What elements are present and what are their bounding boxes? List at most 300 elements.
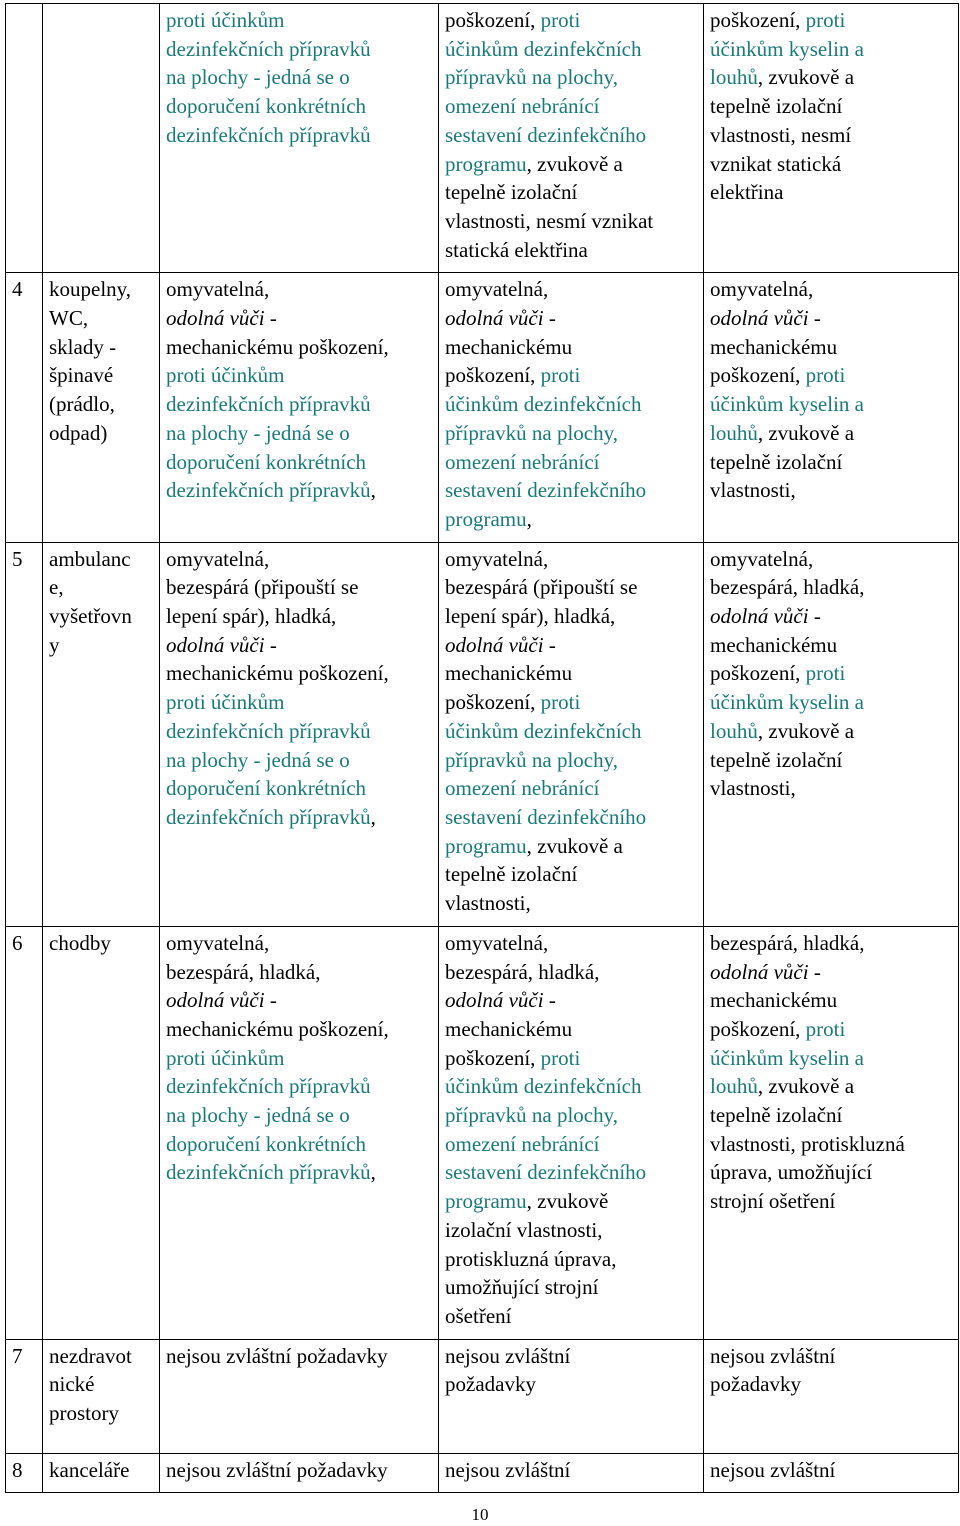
highlighted-text: na plochy - jedná se o	[166, 65, 350, 90]
cell-text-line	[166, 1158, 432, 1187]
wall-requirements-cell	[160, 542, 439, 926]
text-segment: protiskluzná úprava,	[445, 1246, 617, 1271]
cell-text-line	[710, 1342, 952, 1371]
text-segment: omyvatelná,	[445, 930, 549, 955]
cell-text-line	[166, 746, 432, 775]
cell-text-line	[710, 448, 952, 477]
cell-text-line	[710, 63, 952, 92]
cell-text-line	[49, 275, 153, 304]
text-segment: chodby	[49, 930, 111, 955]
cell-text-line	[166, 448, 432, 477]
text-segment: mechanickému poškození,	[166, 334, 389, 359]
cell-text-line	[166, 333, 432, 362]
cell-text-line	[710, 1015, 952, 1044]
cell-text-line	[166, 1044, 432, 1073]
cell-text-line	[710, 1158, 952, 1187]
highlighted-text: doporučení konkrétních	[166, 449, 367, 474]
cell-text-line	[445, 1015, 697, 1044]
cell-text-line	[445, 419, 697, 448]
highlighted-text: sestavení dezinfekčního	[445, 478, 647, 503]
highlighted-text: na plochy - jedná se o	[166, 747, 350, 772]
cell-text-line	[166, 573, 432, 602]
cell-text-line	[49, 1399, 153, 1428]
highlighted-text: louhů	[710, 718, 758, 743]
cell-text-line	[445, 121, 697, 150]
text-segment: izolační vlastnosti,	[445, 1217, 603, 1242]
text-segment: nejsou zvláštní	[710, 1457, 836, 1482]
row-number: 4	[12, 277, 23, 302]
cell-text-line	[166, 1101, 432, 1130]
cell-text-line	[710, 476, 952, 505]
highlighted-text: louhů	[710, 1074, 758, 1099]
text-segment: -	[808, 604, 821, 629]
cell-text-line	[445, 476, 697, 505]
highlighted-text: proti	[805, 661, 846, 686]
text-segment: bezespárá, hladká,	[166, 959, 321, 984]
cell-text-line	[445, 631, 697, 660]
text-segment: -	[264, 306, 277, 331]
text-segment: elektřina	[710, 180, 784, 205]
italic-text: odolná vůči	[710, 604, 809, 629]
text-segment: poškození,	[445, 8, 541, 32]
cell-text-line	[166, 1072, 432, 1101]
text-segment: požadavky	[710, 1372, 801, 1397]
text-segment: (prádlo,	[49, 392, 115, 417]
ceiling-requirements-cell	[704, 1453, 959, 1493]
cell-text-line	[445, 803, 697, 832]
text-segment: nejsou zvláštní	[710, 1343, 836, 1368]
cell-text-line	[710, 333, 952, 362]
text-segment: nické	[49, 1372, 95, 1397]
cell-text-line	[445, 1245, 697, 1274]
text-segment: vlastnosti,	[710, 478, 796, 503]
text-segment: vlastnosti, nesmí	[710, 122, 852, 147]
highlighted-text: účinkům dezinfekčních	[445, 36, 642, 61]
text-segment: tepelně izolační	[710, 1103, 843, 1128]
cell-text-line	[710, 1370, 952, 1399]
highlighted-text: programu	[445, 1189, 527, 1214]
highlighted-text: přípravků na plochy,	[445, 1103, 619, 1128]
text-segment: špinavé	[49, 363, 114, 388]
text-segment: mechanickému poškození,	[166, 661, 389, 686]
cell-text-line	[445, 505, 697, 534]
cell-text-line	[166, 361, 432, 390]
highlighted-text: na plochy - jedná se o	[166, 420, 350, 445]
highlighted-text: účinkům kyselin a	[710, 690, 864, 715]
cell-text-line	[49, 333, 153, 362]
room-type-cell	[43, 1339, 160, 1453]
cell-text-line	[710, 1072, 952, 1101]
text-segment: bezespárá, hladká,	[710, 930, 865, 955]
cell-text-line	[445, 545, 697, 574]
text-segment: ,	[370, 478, 376, 503]
cell-text-line	[710, 1187, 952, 1216]
table-row	[6, 273, 959, 542]
row-number-cell	[6, 1339, 43, 1453]
text-segment: ošetření	[445, 1303, 512, 1328]
text-segment: poškození,	[710, 1016, 806, 1041]
row-number-cell	[6, 1453, 43, 1493]
text-segment: umožňující strojní	[445, 1275, 599, 1300]
cell-text-line	[445, 573, 697, 602]
highlighted-text: dezinfekčních přípravků	[166, 36, 371, 61]
text-segment: poškození,	[710, 8, 806, 32]
cell-text-line	[445, 602, 697, 631]
text-segment: nejsou zvláštní požadavky	[166, 1457, 388, 1482]
text-segment: , zvukově a	[757, 1074, 855, 1099]
cell-text-line	[710, 986, 952, 1015]
text-segment: nejsou zvláštní	[445, 1457, 571, 1482]
highlighted-text: přípravků na plochy,	[445, 65, 619, 90]
text-segment: omyvatelná,	[445, 277, 549, 302]
cell-text-line	[166, 63, 432, 92]
highlighted-text: programu	[445, 833, 527, 858]
highlighted-text: proti	[540, 690, 581, 715]
row-number-cell	[6, 926, 43, 1339]
text-segment: lepení spár), hladká,	[445, 604, 616, 629]
cell-text-line	[445, 1302, 697, 1331]
cell-text-line	[445, 63, 697, 92]
floor-requirements-cell	[439, 4, 704, 273]
cell-text-line	[445, 1456, 697, 1485]
cell-text-line	[49, 1342, 153, 1371]
cell-text-line	[445, 178, 697, 207]
highlighted-text: na plochy - jedná se o	[166, 1103, 350, 1128]
requirements-table	[5, 3, 959, 1493]
cell-text-line	[710, 545, 952, 574]
cell-text-line	[445, 236, 697, 265]
highlighted-text: doporučení konkrétních	[166, 1131, 367, 1156]
cell-text-line	[445, 35, 697, 64]
highlighted-text: omezení nebránící	[445, 1131, 600, 1156]
floor-requirements-cell	[439, 1453, 704, 1493]
ceiling-requirements-cell	[704, 4, 959, 273]
text-segment: mechanickému	[445, 1016, 573, 1041]
cell-text-line	[166, 92, 432, 121]
cell-text-line	[445, 361, 697, 390]
text-segment: omyvatelná,	[710, 277, 814, 302]
wall-requirements-cell	[160, 1453, 439, 1493]
text-segment: nejsou zvláštní požadavky	[166, 1343, 388, 1368]
highlighted-text: účinkům kyselin a	[710, 36, 864, 61]
text-segment: nejsou zvláštní	[445, 1343, 571, 1368]
cell-text-line	[710, 929, 952, 958]
cell-text-line	[49, 929, 153, 958]
cell-text-line	[445, 1273, 697, 1302]
cell-text-line	[166, 1130, 432, 1159]
cell-text-line	[49, 1456, 153, 1485]
highlighted-text: proti účinkům	[166, 1045, 285, 1070]
text-segment: ,	[370, 804, 376, 829]
text-segment: kanceláře	[49, 1457, 130, 1482]
cell-text-line	[710, 659, 952, 688]
cell-text-line	[49, 361, 153, 390]
wall-requirements-cell	[160, 273, 439, 542]
cell-text-line	[710, 178, 952, 207]
cell-text-line	[166, 275, 432, 304]
room-type-cell	[43, 4, 160, 273]
highlighted-text: proti	[805, 363, 846, 388]
cell-text-line	[166, 1015, 432, 1044]
highlighted-text: přípravků na plochy,	[445, 747, 619, 772]
cell-text-line	[445, 688, 697, 717]
cell-text-line	[445, 1216, 697, 1245]
text-segment: tepelně izolační	[710, 449, 843, 474]
highlighted-text: dezinfekčních přípravků	[166, 1074, 371, 1099]
cell-text-line	[166, 419, 432, 448]
cell-text-line	[445, 889, 697, 918]
cell-text-line	[445, 1072, 697, 1101]
text-segment: -	[808, 959, 821, 984]
text-segment: mechanickému	[710, 988, 838, 1013]
cell-text-line	[166, 774, 432, 803]
cell-text-line	[710, 390, 952, 419]
highlighted-text: proti účinkům	[166, 690, 285, 715]
cell-text-line	[49, 419, 153, 448]
text-segment: mechanickému	[710, 632, 838, 657]
cell-text-line	[445, 333, 697, 362]
text-segment: nezdravot	[49, 1343, 132, 1368]
text-segment: mechanickému	[445, 334, 573, 359]
cell-text-line	[710, 774, 952, 803]
cell-text-line	[49, 1370, 153, 1399]
cell-text-line	[166, 1456, 432, 1485]
italic-text: odolná vůči	[710, 959, 809, 984]
cell-text-line	[445, 150, 697, 179]
cell-text-line	[445, 207, 697, 236]
text-segment: , zvukově a	[757, 65, 855, 90]
text-segment: -	[264, 988, 277, 1013]
highlighted-text: louhů	[710, 420, 758, 445]
cell-text-line	[445, 448, 697, 477]
wall-requirements-cell	[160, 4, 439, 273]
highlighted-text: dezinfekčních přípravků	[166, 718, 371, 743]
room-type-cell	[43, 926, 160, 1339]
cell-text-line	[166, 986, 432, 1015]
cell-text-line	[445, 986, 697, 1015]
text-segment: -	[808, 306, 821, 331]
highlighted-text: doporučení konkrétních	[166, 94, 367, 119]
cell-text-line	[166, 803, 432, 832]
room-type-cell	[43, 1453, 160, 1493]
cell-text-line	[166, 6, 432, 35]
text-segment: , zvukově a	[526, 151, 623, 176]
text-segment: , zvukově a	[526, 833, 623, 858]
cell-text-line	[166, 717, 432, 746]
cell-text-line	[710, 1456, 952, 1485]
text-segment: ,	[370, 1160, 376, 1185]
cell-text-line	[710, 275, 952, 304]
table-row	[6, 4, 959, 273]
cell-text-line	[710, 573, 952, 602]
italic-text: odolná vůči	[445, 632, 544, 657]
text-segment: úprava, umožňující	[710, 1160, 873, 1185]
cell-text-line	[166, 602, 432, 631]
cell-text-line	[166, 476, 432, 505]
text-segment: ambulanc	[49, 546, 131, 571]
room-type-cell	[43, 273, 160, 542]
cell-text-line	[710, 958, 952, 987]
cell-text-line	[166, 35, 432, 64]
highlighted-text: programu	[445, 506, 527, 531]
highlighted-text: sestavení dezinfekčního	[445, 122, 647, 147]
italic-text: odolná vůči	[445, 306, 544, 331]
cell-text-line	[710, 688, 952, 717]
text-segment: odpad)	[49, 420, 108, 445]
cell-text-line	[710, 746, 952, 775]
highlighted-text: účinkům kyselin a	[710, 1045, 864, 1070]
highlighted-text: programu	[445, 151, 527, 176]
text-segment: vlastnosti,	[710, 776, 796, 801]
text-segment: omyvatelná,	[445, 546, 549, 571]
text-segment: tepelně izolační	[445, 862, 578, 887]
highlighted-text: omezení nebránící	[445, 776, 600, 801]
text-segment: poškození,	[445, 690, 541, 715]
text-segment: lepení spár), hladká,	[166, 604, 337, 629]
row-number: 8	[12, 1457, 23, 1482]
highlighted-text: proti	[805, 1016, 846, 1041]
cell-text-line	[445, 92, 697, 121]
row-number-cell	[6, 4, 43, 273]
cell-text-line	[166, 929, 432, 958]
highlighted-text: účinkům dezinfekčních	[445, 392, 642, 417]
cell-text-line	[166, 688, 432, 717]
table-row	[6, 1339, 959, 1453]
ceiling-requirements-cell	[704, 542, 959, 926]
cell-text-line	[710, 602, 952, 631]
ceiling-requirements-cell	[704, 273, 959, 542]
text-segment: tepelně izolační	[710, 747, 843, 772]
wall-requirements-cell	[160, 1339, 439, 1453]
text-segment: , zvukově a	[757, 420, 855, 445]
text-segment: , zvukově a	[757, 718, 855, 743]
floor-requirements-cell	[439, 1339, 704, 1453]
cell-text-line	[710, 304, 952, 333]
highlighted-text: účinkům dezinfekčních	[445, 1074, 642, 1099]
cell-text-line	[445, 774, 697, 803]
cell-text-line	[445, 6, 697, 35]
italic-text: odolná vůči	[445, 988, 544, 1013]
text-segment: mechanickému	[710, 334, 838, 359]
highlighted-text: sestavení dezinfekčního	[445, 1160, 647, 1185]
cell-text-line	[710, 121, 952, 150]
highlighted-text: dezinfekčních přípravků	[166, 478, 371, 503]
text-segment: požadavky	[445, 1372, 536, 1397]
highlighted-text: účinkům kyselin a	[710, 392, 864, 417]
text-segment: poškození,	[710, 661, 806, 686]
highlighted-text: proti	[805, 8, 846, 32]
text-segment: vlastnosti,	[445, 891, 531, 916]
text-segment: vlastnosti, nesmí vznikat	[445, 208, 654, 233]
cell-text-line	[445, 1342, 697, 1371]
table-row	[6, 1453, 959, 1493]
cell-text-line	[49, 631, 153, 660]
cell-text-line	[445, 659, 697, 688]
text-segment: e,	[49, 575, 64, 600]
text-segment: omyvatelná,	[166, 930, 270, 955]
floor-requirements-cell	[439, 273, 704, 542]
cell-text-line	[445, 1044, 697, 1073]
cell-text-line	[166, 631, 432, 660]
text-segment: koupelny,	[49, 277, 132, 302]
cell-text-line	[166, 1342, 432, 1371]
text-segment: vlastnosti, protiskluzná	[710, 1131, 905, 1156]
text-segment: mechanickému poškození,	[166, 1016, 389, 1041]
cell-text-line	[445, 832, 697, 861]
cell-text-line	[49, 545, 153, 574]
cell-text-line	[445, 1370, 697, 1399]
cell-text-line	[166, 304, 432, 333]
italic-text: odolná vůči	[166, 306, 265, 331]
cell-text-line	[710, 35, 952, 64]
highlighted-text: omezení nebránící	[445, 449, 600, 474]
text-segment: poškození,	[710, 363, 806, 388]
table-row	[6, 542, 959, 926]
highlighted-text: doporučení konkrétních	[166, 776, 367, 801]
highlighted-text: omezení nebránící	[445, 94, 600, 119]
page-number: 10	[471, 1505, 489, 1524]
cell-text-line	[49, 602, 153, 631]
text-segment: bezespárá (připouští se	[166, 575, 359, 600]
floor-requirements-cell	[439, 542, 704, 926]
text-segment: omyvatelná,	[710, 546, 814, 571]
text-segment: bezespárá, hladká,	[445, 959, 600, 984]
cell-text-line	[710, 631, 952, 660]
text-segment: sklady -	[49, 334, 117, 359]
table-row	[6, 926, 959, 1339]
row-number-cell	[6, 542, 43, 926]
highlighted-text: proti účinkům	[166, 8, 285, 32]
row-number-cell	[6, 273, 43, 542]
wall-requirements-cell	[160, 926, 439, 1339]
row-number: 7	[12, 1343, 23, 1368]
row-number: 6	[12, 930, 23, 955]
highlighted-text: účinkům dezinfekčních	[445, 718, 642, 743]
cell-text-line	[445, 717, 697, 746]
cell-text-line	[445, 390, 697, 419]
cell-text-line	[166, 545, 432, 574]
text-segment: tepelně izolační	[445, 180, 578, 205]
cell-text-line	[445, 958, 697, 987]
cell-text-line	[166, 659, 432, 688]
cell-text-line	[710, 1101, 952, 1130]
highlighted-text: dezinfekčních přípravků	[166, 122, 371, 147]
text-segment: ,	[526, 506, 532, 531]
text-segment: statická elektřina	[445, 237, 588, 262]
text-segment: poškození,	[445, 363, 541, 388]
highlighted-text: dezinfekčních přípravků	[166, 392, 371, 417]
text-segment: bezespárá, hladká,	[710, 575, 865, 600]
ceiling-requirements-cell	[704, 1339, 959, 1453]
cell-text-line	[710, 361, 952, 390]
text-segment: -	[264, 632, 277, 657]
highlighted-text: proti účinkům	[166, 363, 285, 388]
cell-text-line	[445, 929, 697, 958]
cell-text-line	[710, 419, 952, 448]
cell-text-line	[710, 1130, 952, 1159]
text-segment: omyvatelná,	[166, 277, 270, 302]
cell-text-line	[49, 304, 153, 333]
italic-text: odolná vůči	[710, 306, 809, 331]
text-segment: mechanickému	[445, 661, 573, 686]
text-segment: poškození,	[445, 1045, 541, 1070]
cell-text-line	[166, 390, 432, 419]
cell-text-line	[710, 6, 952, 35]
room-type-cell	[43, 542, 160, 926]
text-segment: -	[543, 306, 556, 331]
ceiling-requirements-cell	[704, 926, 959, 1339]
requirements-table-body	[6, 4, 959, 1493]
